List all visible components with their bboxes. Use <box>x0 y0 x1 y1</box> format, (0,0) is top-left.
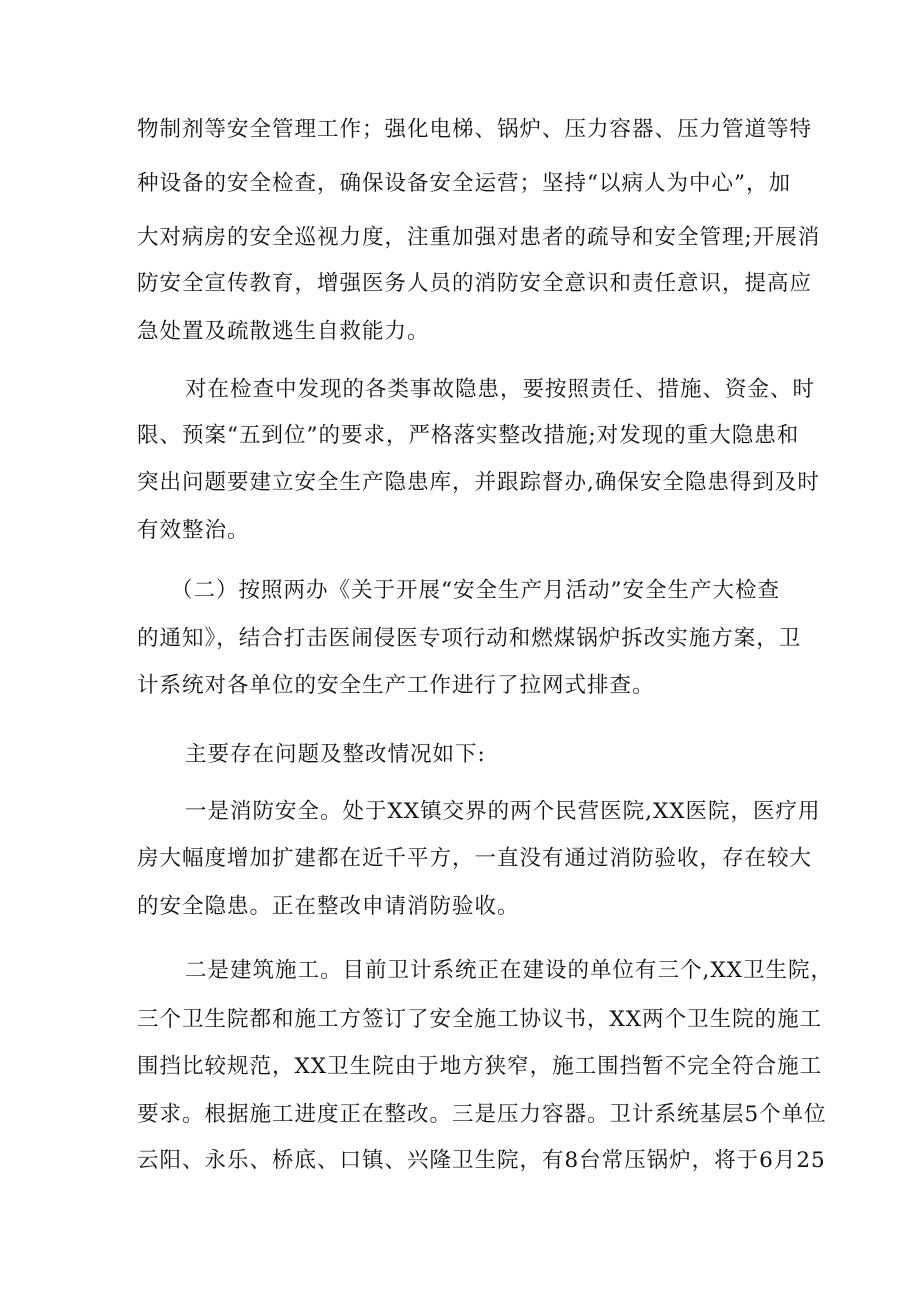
paragraph-line-9: 有效整治。 <box>137 518 250 543</box>
paragraph-line-6: 对在检查中发现的各类事故隐患，要按照责任、措施、资金、时 <box>185 377 816 402</box>
paragraph-line-2: 种设备的安全检查，确保设备安全运营；坚持“以病人为中心”，加 <box>137 171 791 196</box>
paragraph-line-7: 限、预案“五到位”的要求，严格落实整改措施;对发现的重大隐患和 <box>137 423 800 448</box>
paragraph-line-17: 二是建筑施工。目前卫计系统正在建设的单位有三个,XX卫生院， <box>185 958 833 983</box>
paragraph-line-1: 物制剂等安全管理工作；强化电梯、锅炉、压力容器、压力管道等特 <box>137 117 813 142</box>
paragraph-line-18: 三个卫生院都和施工方签订了安全施工协议书，XX两个卫生院的施工 <box>137 1007 823 1032</box>
paragraph-line-3: 大对病房的安全巡视力度，注重加强对患者的疏导和安全管理;开展消 <box>137 225 821 250</box>
paragraph-line-11: 的通知》，结合打击医闹侵医专项行动和燃煤锅炉拆改实施方案，卫 <box>137 626 802 651</box>
paragraph-line-15: 房大幅度增加扩建都在近千平方，一直没有通过消防验收，存在较大 <box>137 846 813 871</box>
paragraph-line-20: 要求。根据施工进度正在整改。三是压力容器。卫计系统基层5个单位 <box>137 1102 827 1127</box>
paragraph-line-5: 急处置及疏散逃生自救能力。 <box>137 319 430 344</box>
paragraph-line-12: 计系统对各单位的安全生产工作进行了拉网式排查。 <box>137 673 655 698</box>
paragraph-line-4: 防安全宣传教育，增强医务人员的消防安全意识和责任意识，提高应 <box>137 271 813 296</box>
paragraph-line-16: 的安全隐患。正在整改申请消防验收。 <box>137 894 520 919</box>
paragraph-line-21: 云阳、永乐、桥底、口镇、兴隆卫生院，有8台常压锅炉，将于6月25 <box>137 1148 826 1173</box>
paragraph-line-13: 主要存在问题及整改情况如下: <box>185 742 486 767</box>
paragraph-line-8: 突出问题要建立安全生产隐患库，并跟踪督办,确保安全隐患得到及时 <box>137 470 820 495</box>
paragraph-line-10: （二）按照两办《关于开展“安全生产月活动”安全生产大检查 <box>171 578 780 603</box>
paragraph-line-19: 围挡比较规范，XX卫生院由于地方狭窄，施工围挡暂不完全符合施工 <box>137 1054 823 1079</box>
paragraph-line-14: 一是消防安全。处于XX镇交界的两个民营医院,XX医院，医疗用 <box>185 799 821 824</box>
